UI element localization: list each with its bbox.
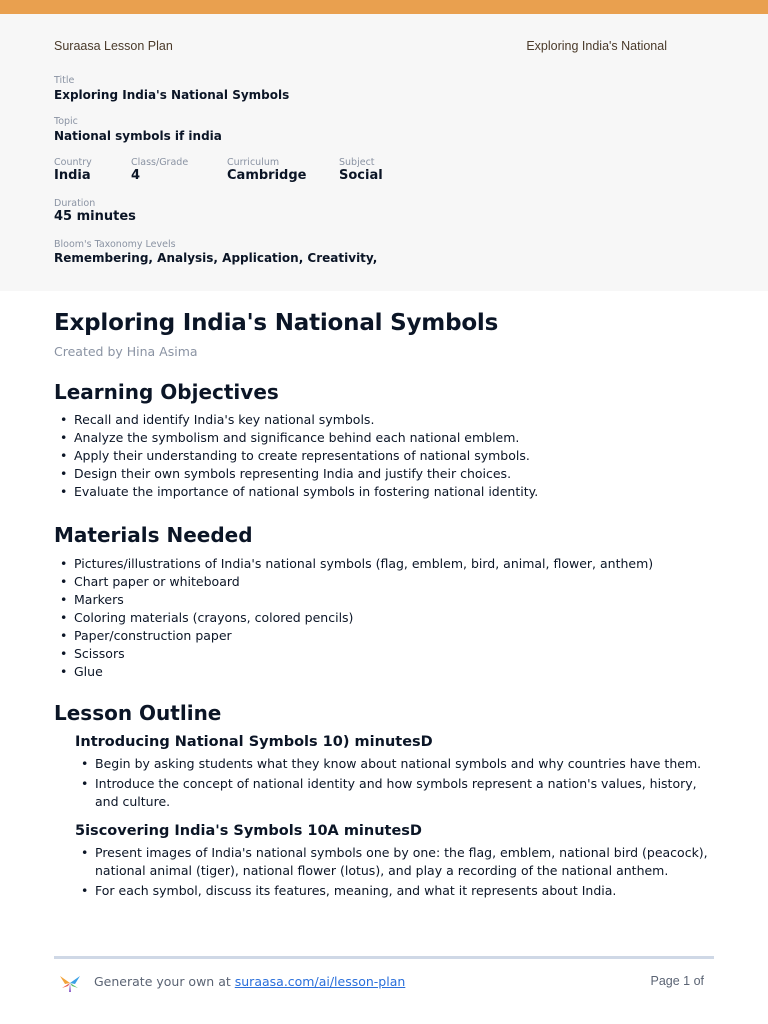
materials-heading: Materials Needed	[54, 523, 253, 547]
page-title: Exploring India's National Symbols	[54, 310, 499, 336]
list-item: • Analyze the symbolism and significance behind each national emblem.	[54, 429, 538, 447]
list-item: • Design their own symbols representing India and justify their choices.	[54, 465, 538, 483]
grade-value: 4	[131, 168, 141, 183]
list-item: • Paper/construction paper	[54, 627, 653, 645]
list-item: • Begin by asking students what they know about national symbols and why countries have them.	[75, 755, 715, 773]
outline-heading: Lesson Outline	[54, 701, 222, 725]
suraasa-logo-icon	[58, 972, 82, 994]
blooms-label: Bloom's Taxonomy Levels	[54, 239, 176, 250]
list-item: • Markers	[54, 591, 653, 609]
country-label: Country	[54, 157, 92, 168]
duration-value: 45 minutes	[54, 209, 136, 224]
footer-divider	[54, 956, 714, 959]
curriculum-label: Curriculum	[227, 157, 280, 168]
blooms-value: Remembering, Analysis, Application, Creativity,	[54, 251, 378, 265]
header-doc-title: Exploring India's National	[526, 39, 667, 53]
list-item: • Recall and identify India's key national symbols.	[54, 411, 538, 429]
outline-section-title: 5iscovering India's Symbols 10A minutesD	[75, 823, 422, 839]
list-item: • Coloring materials (crayons, colored pencils)	[54, 609, 653, 627]
grade-label: Class/Grade	[131, 157, 189, 168]
lesson-header	[0, 14, 768, 291]
country-value: India	[54, 168, 91, 183]
header-brand: Suraasa Lesson Plan	[54, 39, 173, 53]
list-item: • Chart paper or whiteboard	[54, 573, 653, 591]
list-item: • Evaluate the importance of national symbols in fostering national identity.	[54, 483, 538, 501]
list-item: • Pictures/illustrations of India's national symbols (flag, emblem, bird, animal, flower, anthem)	[54, 555, 653, 573]
created-by: Created by Hina Asima	[54, 344, 198, 359]
objectives-heading: Learning Objectives	[54, 380, 279, 404]
curriculum-value: Cambridge	[227, 168, 307, 183]
title-value: Exploring India's National Symbols	[54, 88, 290, 102]
accent-bar	[0, 0, 768, 14]
objectives-list	[54, 411, 538, 501]
page-number: Page 1 of	[650, 974, 704, 988]
list-item: • Introduce the concept of national identity and how symbols represent a nation's values, history, and culture.	[75, 775, 715, 811]
title-label: Title	[54, 75, 75, 86]
list-item: • For each symbol, discuss its features, meaning, and what it represents about India.	[75, 882, 715, 900]
list-item: • Scissors	[54, 645, 653, 663]
subject-label: Subject	[339, 157, 375, 168]
topic-label: Topic	[54, 116, 78, 127]
footer-cta	[94, 974, 405, 989]
topic-value: National symbols if india	[54, 129, 222, 143]
outline-section-title: Introducing National Symbols 10) minutesD	[75, 734, 433, 750]
footer-prefix: Generate your own at	[94, 974, 235, 989]
list-item: • Glue	[54, 663, 653, 681]
duration-label: Duration	[54, 198, 96, 209]
list-item: • Present images of India's national symbols one by one: the flag, emblem, national bird (peacock), national animal (tiger), national flower (lotus), and play a recording of the national anthem.	[75, 844, 715, 880]
materials-list	[54, 555, 653, 681]
list-item: • Apply their understanding to create representations of national symbols.	[54, 447, 538, 465]
footer-link[interactable]: suraasa.com/ai/lesson-plan	[234, 974, 406, 989]
subject-value: Social	[339, 168, 383, 183]
outline-section-list	[75, 844, 715, 902]
outline-section-list	[75, 755, 715, 813]
